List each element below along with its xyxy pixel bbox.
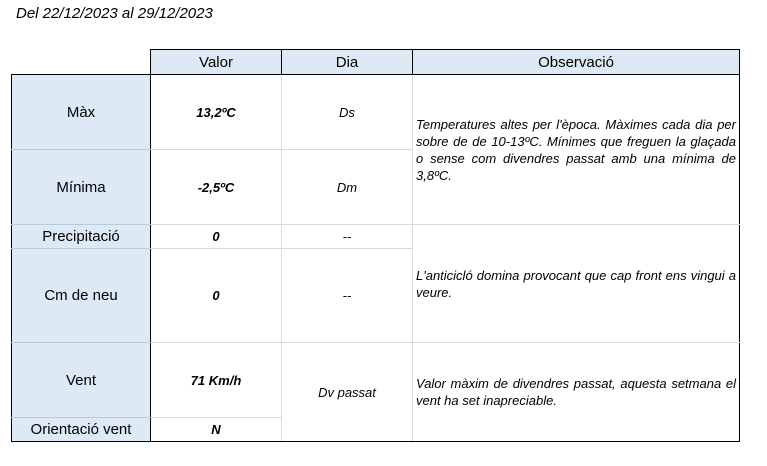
header-valor: Valor bbox=[151, 50, 282, 75]
row-label-vent: Vent bbox=[12, 343, 151, 418]
report-period: Del 22/12/2023 al 29/12/2023 bbox=[16, 5, 213, 22]
value-vent: 71 Km/h bbox=[151, 343, 282, 418]
day-precipitacio: -- bbox=[282, 225, 413, 249]
value-orientacio: N bbox=[151, 418, 282, 442]
day-min: Dm bbox=[282, 150, 413, 225]
row-label-min: Mínima bbox=[12, 150, 151, 225]
row-label-precipitacio: Precipitació bbox=[12, 225, 151, 249]
weather-summary-table bbox=[11, 49, 740, 442]
row-label-neu: Cm de neu bbox=[12, 249, 151, 343]
observation-temperature: Temperatures altes per l'època. Màximes cada dia per sobre de de 10-13ºC. Mínimes que freguen la glaçada o sense com divendres passat amb una mínima de 3,8ºC. bbox=[413, 75, 740, 225]
value-max: 13,2ºC bbox=[151, 75, 282, 150]
observation-wind: Valor màxim de divendres passat, aquesta setmana el vent ha set inapreciable. bbox=[413, 343, 740, 442]
observation-precipitation: L'anticicló domina provocant que cap front ens vingui a veure. bbox=[413, 225, 740, 343]
row-label-max: Màx bbox=[12, 75, 151, 150]
row-label-orientacio: Orientació vent bbox=[12, 418, 151, 442]
value-neu: 0 bbox=[151, 249, 282, 343]
day-vent: Dv passat bbox=[282, 343, 413, 442]
value-precipitacio: 0 bbox=[151, 225, 282, 249]
value-min: -2,5ºC bbox=[151, 150, 282, 225]
day-max: Ds bbox=[282, 75, 413, 150]
day-neu: -- bbox=[282, 249, 413, 343]
header-observacio: Observació bbox=[413, 50, 740, 75]
header-corner bbox=[12, 50, 151, 75]
header-dia: Dia bbox=[282, 50, 413, 75]
